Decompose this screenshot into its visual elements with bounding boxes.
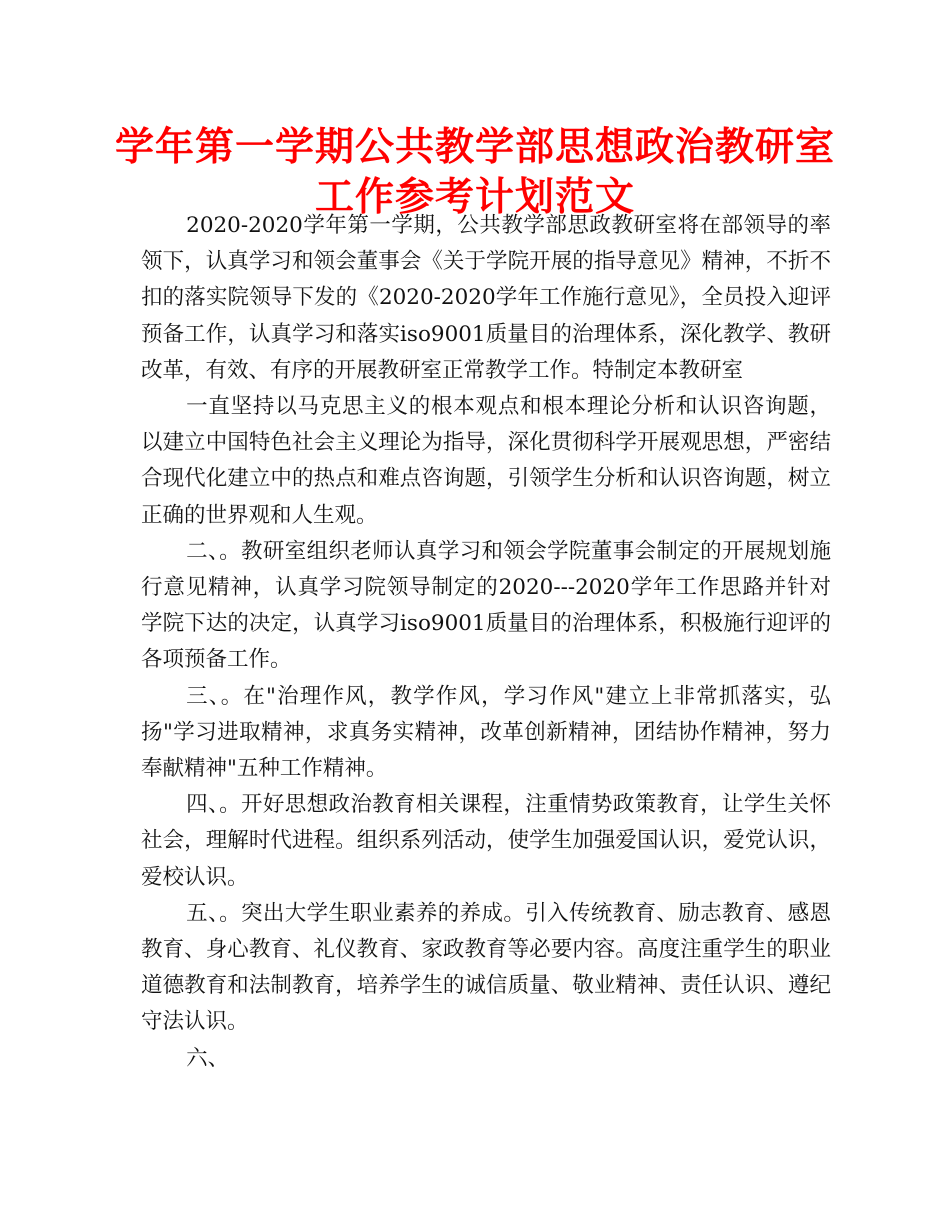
paragraph-item-4: 四、。开好思想政治教育相关课程，注重情势政策教育，让学生关怀社会，理解时代进程。组织系列活动，使学生加强爱国认识，爱党认识，爱校认识。 xyxy=(141,792,831,890)
paragraph-guiding-principle: 一直坚持以马克思主义的根本观点和根本理论分析和认识咨询题，以建立中国特色社会主义理论为指导，深化贯彻科学开展观思想，严密结合现代化建立中的热点和难点咨询题，引领学生分析和认识咨询题，树立正确的世界观和人生观。 xyxy=(141,394,831,528)
document-title-line-2: 工作参考计划范文 xyxy=(314,175,635,220)
document-body xyxy=(141,208,831,1077)
paragraph-item-2: 二、。教研室组织老师认真学习和领会学院董事会制定的开展规划施行意见精神，认真学习院领导制定的2020---2020学年工作思路并针对学院下达的决定，认真学习iso9001质量目的治理体系，积极施行迎评的各项预备工作。 xyxy=(141,538,831,673)
paragraph-item-3: 三、。在"治理作风，教学作风，学习作风"建立上非常抓落实，弘扬"学习进取精神，求真务实精神，改革创新精神，团结协作精神，努力奉献精神"五种工作精神。 xyxy=(141,683,831,782)
paragraph-item-6: 六、 xyxy=(186,1045,230,1071)
document-title-line-1: 学年第一学期公共教学部思想政治教研室 xyxy=(114,125,835,170)
paragraph-item-5: 五、。突出大学生职业素养的养成。引入传统教育、励志教育、感恩教育、身心教育、礼仪教育、家政教育等必要内容。高度注重学生的职业道德教育和法制教育，培养学生的诚信质量、敬业精神、责任认识、遵纪守法认识。 xyxy=(141,900,831,1035)
paragraph-intro: 2020-2020学年第一学期，公共教学部思政教研室将在部领导的率领下，认真学习和领会董事会《关于学院开展的指导意见》精神，不折不扣的落实院领导下发的《2020-2020学年工作施行意见》，全员投入迎评预备工作，认真学习和落实iso9001质量目的治理体系，深化教学、教研改革，有效、有序的开展教研室正常教学工作。特制定本教研室 xyxy=(141,213,831,383)
